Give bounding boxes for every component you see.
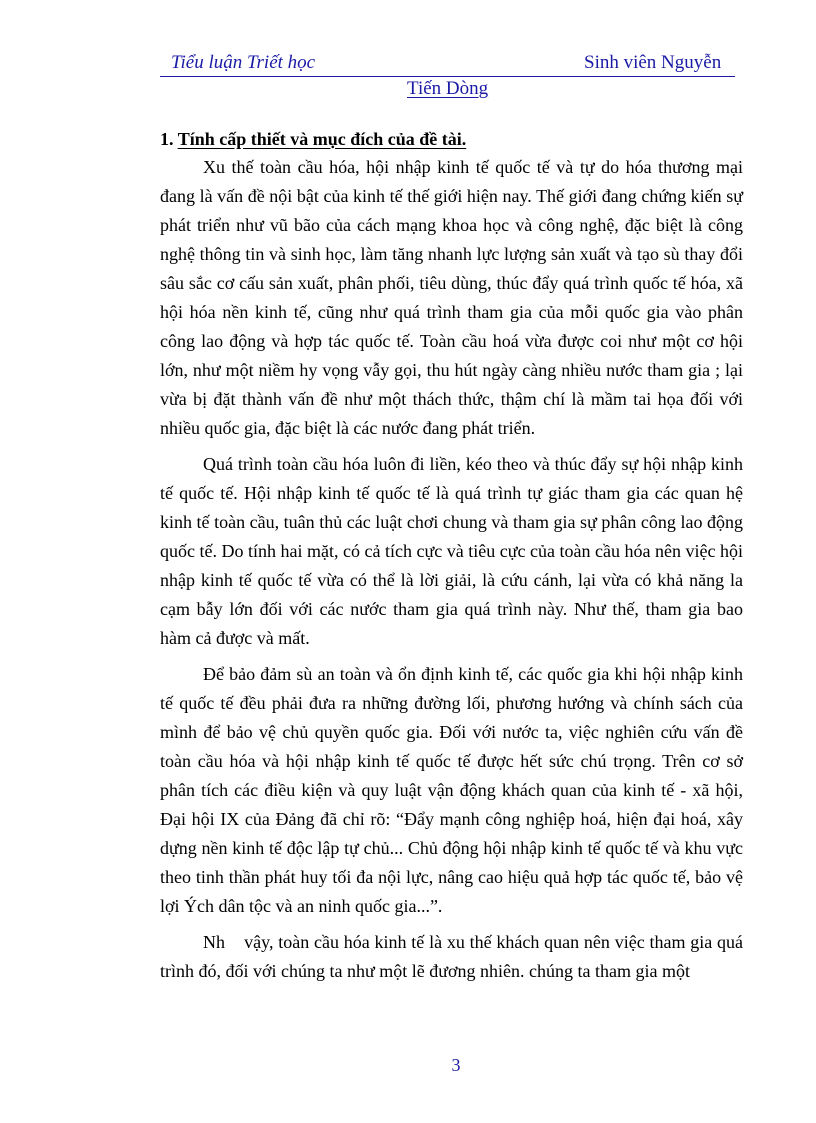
paragraph: Nh vậy, toàn cầu hóa kinh tế là xu thế khách quan nên việc tham gia quá trình đó, đối với chúng ta như một lẽ đương nhiên. chúng ta tham gia một <box>160 932 748 981</box>
section-title: Tính cấp thiết và mục đích của đề tài. <box>177 129 467 149</box>
header-student-name-continued: Tiến Dòng <box>407 78 489 99</box>
page-number: 3 <box>451 1055 461 1075</box>
paragraph: Quá trình toàn cầu hóa luôn đi liền, kéo theo và thúc đẩy sự hội nhập kinh tế quốc tế. Hội nhập kinh tế quốc tế là quá trình tự giác tham gia các quan hệ kinh tế toàn cầu, tuân thủ các luật chơi chung và tham gia sự phân công lao động quốc tế. Do tính hai mặt, có cả tích cực và tiêu cực của toàn cầu hóa nên việc hội nhập kinh tế quốc tế vừa có thể là lời giải, là cứu cánh, lại vừa có khả năng la cạm bẫy lớn đối với các nước tham gia quá trình này. Như thế, tham gia bao hàm cả được và mất. <box>160 454 743 648</box>
body-text <box>160 153 748 993</box>
section-number: 1. <box>160 129 174 149</box>
section-heading <box>160 129 466 150</box>
header-course-title: Tiểu luận Triết học <box>171 52 316 73</box>
paragraph: Để bảo đảm sù an toàn và ổn định kinh tế, các quốc gia khi hội nhập kinh tế quốc tế đều phải đưa ra những đường lối, phương hướng và chính sách của mình để bảo vệ chủ quyền quốc gia. Đối với nước ta, việc nghiên cứu vấn đề toàn cầu hóa và hội nhập kinh tế quốc tế được hết sức chú trọng. Trên cơ sở phân tích các điều kiện và quy luật vận động khách quan của kinh tế - xã hội, Đại hội IX của Đảng đã chỉ rõ: “Đẩy mạnh công nghiệp hoá, hiện đại hoá, xây dựng nền kinh tế độc lập tự chủ... Chủ động hội nhập kinh tế quốc tế và khu vực theo tinh thần phát huy tối đa nội lực, nâng cao hiệu quả hợp tác quốc tế, bảo vệ lợi Ých dân tộc và an ninh quốc gia...”. <box>160 664 743 916</box>
header-student-name: Sinh viên Nguyễn <box>584 52 722 73</box>
paragraph: Xu thế toàn cầu hóa, hội nhập kinh tế quốc tế và tự do hóa thương mại đang là vấn đề nội bật của kinh tế thế giới hiện nay. Thế giới đang chứng kiến sự phát triển như vũ bão của cách mạng khoa học và công nghệ, đặc biệt là công nghệ thông tin và sinh học, làm tăng nhanh lực lượng sản xuất và tạo sù thay đổi sâu sắc cơ cấu sản xuất, phân phối, tiêu dùng, thúc đẩy quá trình quốc tế hóa, xã hội hóa nền kinh tế, cũng như quá trình tham gia của mỗi quốc gia vào phân công lao động và hợp tác quốc tế. Toàn cầu hoá vừa được coi như một cơ hội lớn, như một niềm hy vọng vẫy gọi, thu hút ngày càng nhiều nước tham gia ; lại vừa bị đặt thành vấn đề như một thách thức, thậm chí là mầm tai họa đối với nhiều quốc gia, đặc biệt là các nước đang phát triển. <box>160 157 743 438</box>
